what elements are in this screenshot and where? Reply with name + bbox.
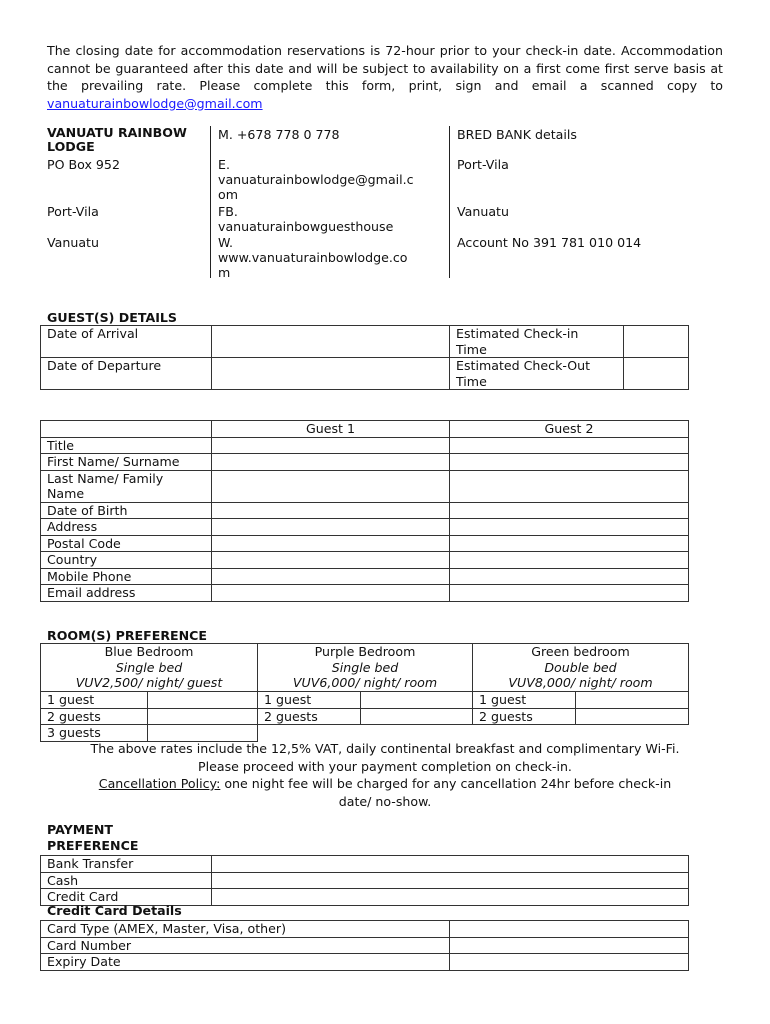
green-1-guest-input[interactable] [576, 692, 689, 709]
blue-3-guests-input[interactable] [148, 725, 258, 742]
purple-room-header [258, 644, 473, 692]
row-dob: Date of Birth [41, 502, 212, 519]
guest1-country[interactable] [212, 552, 450, 569]
green-room-bed: Double bed [544, 659, 617, 675]
pay-bank-transfer-input[interactable] [212, 856, 689, 873]
stay-dates-table [40, 325, 689, 390]
purple-room-name: Purple Bedroom [314, 644, 416, 659]
pay-credit-card: Credit Card [41, 889, 212, 906]
guest2-title[interactable] [450, 437, 689, 454]
cc-heading: Credit Card Details [47, 903, 182, 918]
blue-2-guests-label: 2 guests [41, 708, 148, 725]
mobile: M. +678 778 0 778 [218, 127, 340, 142]
cancellation-policy [40, 775, 730, 793]
row-postal: Postal Code [41, 535, 212, 552]
bank-name: BRED BANK details [457, 127, 577, 142]
rooms-table [40, 643, 689, 742]
intro-text: The closing date for accommodation reservations is 72-hour prior to your check-in date. Accommodation cannot be guaranteed after this date and will be subject to availability on a first come first serve basis at the prevailing rate. Please complete this form, print, sign and email a scanned copy to [47, 43, 723, 94]
green-room-rate: VUV8,000/ night/ room [508, 675, 653, 690]
rates-note-line2: Please proceed with your payment completion on check-in. [198, 758, 572, 774]
checkout-label-1: Estimated Check-Out [456, 358, 591, 373]
rooms-empty [258, 725, 689, 742]
guest2-address[interactable] [450, 519, 689, 536]
blue-3-guests-label: 3 guests [41, 725, 148, 742]
green-room-name: Green bedroom [531, 644, 630, 659]
guests-details-heading: GUEST(S) DETAILS [47, 310, 177, 325]
guest2-dob[interactable] [450, 502, 689, 519]
green-2-guests-input[interactable] [576, 708, 689, 725]
green-2-guests-label: 2 guests [473, 708, 576, 725]
pay-cash-input[interactable] [212, 872, 689, 889]
guest-table-corner [41, 421, 212, 438]
lodge-name-2: LODGE [47, 139, 95, 154]
blue-room-header [41, 644, 258, 692]
guest1-mobile[interactable] [212, 568, 450, 585]
payment-heading-2: PREFERENCE [47, 838, 139, 853]
blue-1-guest-input[interactable] [148, 692, 258, 709]
po-box: PO Box 952 [47, 157, 120, 172]
guest1-header: Guest 1 [212, 421, 450, 438]
checkin-input[interactable] [624, 326, 689, 358]
guest1-email[interactable] [212, 585, 450, 602]
blue-2-guests-input[interactable] [148, 708, 258, 725]
cancel-label: Cancellation Policy: [98, 776, 221, 792]
blue-room-name: Blue Bedroom [104, 644, 194, 659]
row-last-name-2: Name [47, 486, 85, 501]
row-title: Title [41, 437, 212, 454]
cc-type-label: Card Type (AMEX, Master, Visa, other) [41, 921, 450, 938]
lodge-city: Port-Vila [47, 204, 99, 219]
cc-expiry-input[interactable] [450, 954, 689, 971]
arrival-label: Date of Arrival [41, 326, 212, 358]
row-last-name [41, 470, 212, 502]
cc-type-input[interactable] [450, 921, 689, 938]
cc-expiry-label: Expiry Date [41, 954, 450, 971]
checkout-label-2: Time [456, 373, 487, 389]
rates-note [40, 740, 730, 810]
rooms-heading: ROOM(S) PREFERENCE [47, 628, 208, 643]
guest2-first-name[interactable] [450, 454, 689, 471]
purple-2-guests-label: 2 guests [258, 708, 361, 725]
email-value: vanuaturainbowlodge@gmail.c [218, 172, 414, 187]
cc-number-input[interactable] [450, 937, 689, 954]
email-link[interactable]: vanuaturainbowlodge@gmail.com [47, 95, 263, 111]
bank-country: Vanuatu [457, 204, 509, 219]
purple-room-bed: Single bed [331, 659, 399, 675]
guest2-country[interactable] [450, 552, 689, 569]
cc-table [40, 920, 689, 971]
guest2-header: Guest 2 [450, 421, 689, 438]
checkin-label-1: Estimated Check-in [456, 326, 579, 341]
email-label: E. [218, 157, 230, 172]
web-label: W. [218, 235, 234, 250]
divider-2 [449, 126, 450, 278]
green-room-header [473, 644, 689, 692]
row-first-name: First Name/ Surname [41, 454, 212, 471]
bank-account: Account No 391 781 010 014 [457, 235, 642, 250]
contact-col-lodge [47, 125, 207, 250]
intro-paragraph [47, 42, 723, 112]
checkin-label [450, 326, 624, 358]
blue-room-bed: Single bed [115, 659, 183, 675]
fb-label: FB. [218, 204, 238, 219]
checkout-input[interactable] [624, 358, 689, 390]
checkin-label-2: Time [456, 341, 487, 357]
row-last-name-1: Last Name/ Family [47, 470, 164, 486]
purple-2-guests-input[interactable] [361, 708, 473, 725]
pay-bank-transfer: Bank Transfer [41, 856, 212, 873]
cancel-text-2: date/ no-show. [338, 793, 432, 809]
row-country: Country [41, 552, 212, 569]
departure-label: Date of Departure [41, 358, 212, 390]
email-value-2: om [218, 187, 238, 202]
row-mobile: Mobile Phone [41, 568, 212, 585]
web-value-2: m [218, 265, 231, 280]
lodge-name: VANUATU RAINBOW [47, 125, 187, 140]
web-value: www.vanuaturainbowlodge.co [218, 250, 408, 265]
payment-table [40, 855, 689, 906]
rates-note-line1: The above rates include the 12,5% VAT, daily continental breakfast and complimentary Wi-Fi. [90, 741, 680, 756]
purple-1-guest-input[interactable] [361, 692, 473, 709]
guest2-email[interactable] [450, 585, 689, 602]
pay-cash: Cash [41, 872, 212, 889]
guest1-first-name[interactable] [212, 454, 450, 471]
guest1-last-name[interactable] [212, 470, 450, 502]
blue-1-guest-label: 1 guest [41, 692, 148, 709]
green-1-guest-label: 1 guest [473, 692, 576, 709]
blue-room-rate: VUV2,500/ night/ guest [75, 675, 223, 690]
checkout-label [450, 358, 624, 390]
purple-room-rate: VUV6,000/ night/ room [292, 675, 438, 690]
pay-credit-card-input[interactable] [212, 889, 689, 906]
lodge-country: Vanuatu [47, 235, 99, 250]
guest1-title[interactable] [212, 437, 450, 454]
row-address: Address [41, 519, 212, 536]
guest1-dob[interactable] [212, 502, 450, 519]
guest2-postal[interactable] [450, 535, 689, 552]
payment-heading-1: PAYMENT [47, 822, 113, 837]
guest-info-table [40, 420, 689, 602]
guest2-mobile[interactable] [450, 568, 689, 585]
departure-input[interactable] [212, 358, 450, 390]
arrival-input[interactable] [212, 326, 450, 358]
purple-1-guest-label: 1 guest [258, 692, 361, 709]
divider-1 [210, 126, 211, 278]
guest1-address[interactable] [212, 519, 450, 536]
bank-city: Port-Vila [457, 157, 509, 172]
guest2-last-name[interactable] [450, 470, 689, 502]
guest1-postal[interactable] [212, 535, 450, 552]
cancel-text: one night fee will be charged for any cancellation 24hr before check-in [220, 776, 672, 792]
cc-number-label: Card Number [41, 937, 450, 954]
payment-heading [47, 822, 138, 854]
row-email: Email address [41, 585, 212, 602]
fb-value: vanuaturainbowguesthouse [218, 219, 394, 234]
